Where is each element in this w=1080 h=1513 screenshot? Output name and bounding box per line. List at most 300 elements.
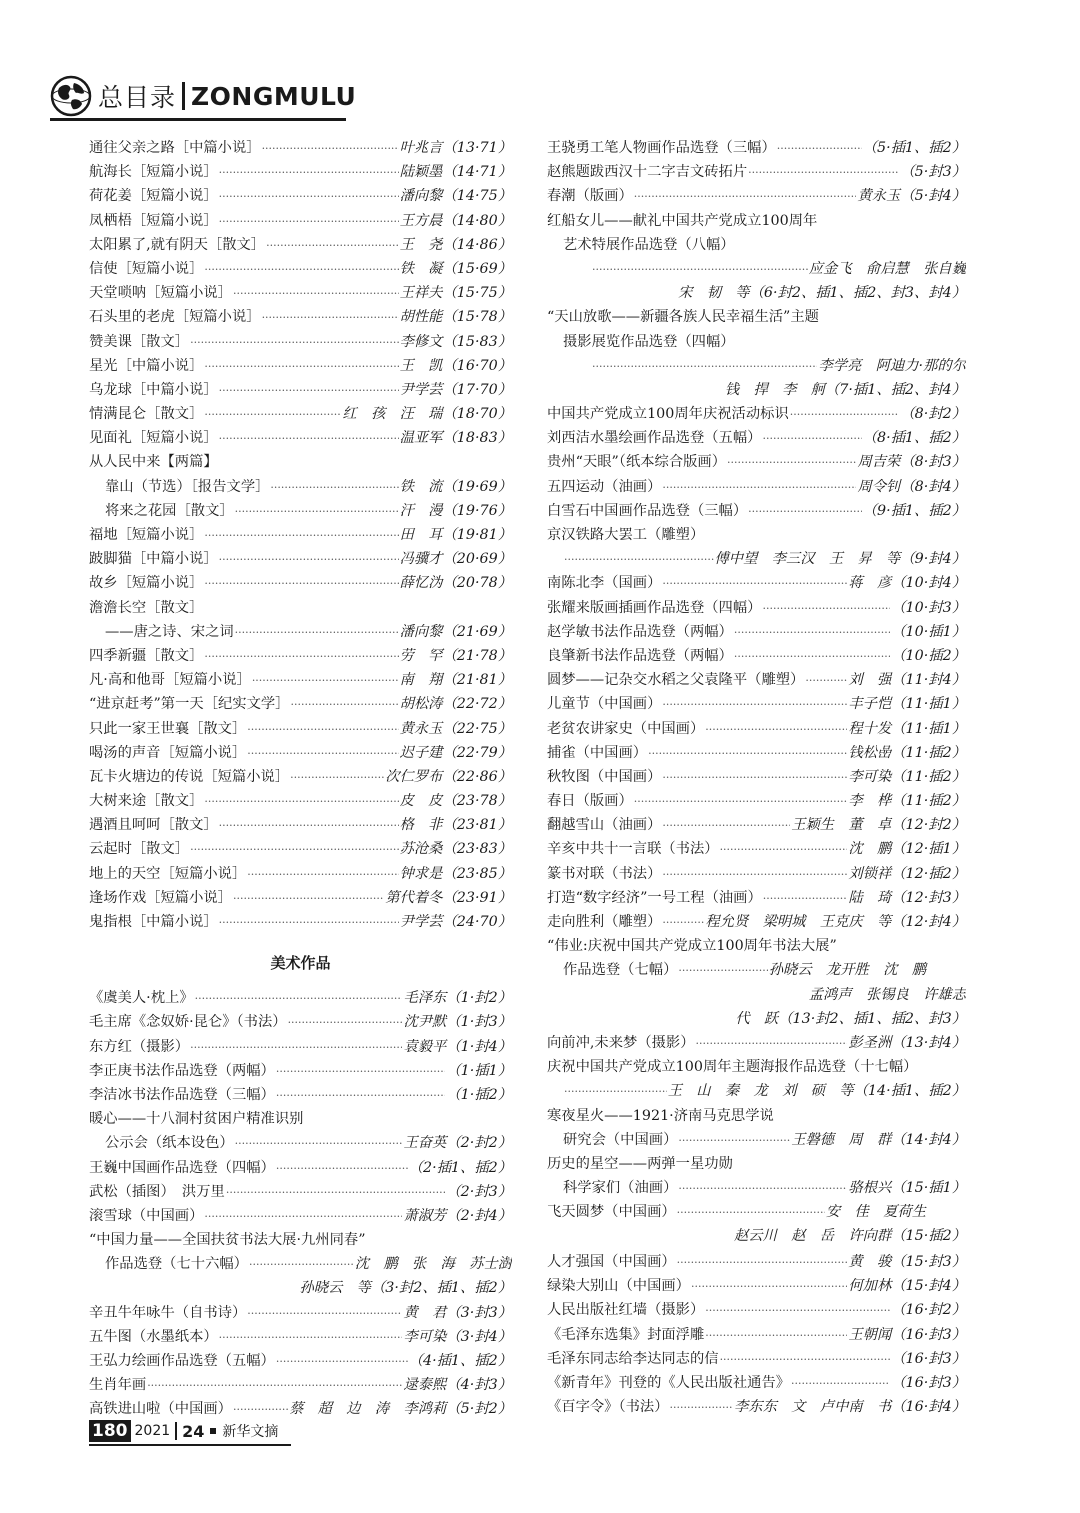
entry-title: 四季新疆［散文］	[89, 647, 204, 664]
dot-leader	[219, 548, 399, 571]
dot-leader	[276, 1157, 408, 1180]
entry-author: 红 孩 汪 瑞（18·70）	[342, 406, 512, 423]
toc-entry	[547, 596, 966, 620]
dot-leader	[691, 1275, 847, 1298]
entry-title: 天堂唢呐［短篇小说］	[89, 285, 232, 302]
dot-leader	[790, 403, 900, 426]
entry-title: 人民出版社红墙（摄影）	[547, 1302, 705, 1319]
entry-title: 遇酒且呵呵［散文］	[89, 817, 218, 834]
dot-leader	[777, 137, 862, 160]
toc-entry	[89, 354, 512, 378]
entry-author: 黄永玉（22·75）	[399, 720, 512, 737]
toc-entry	[547, 741, 966, 765]
dot-leader	[564, 1080, 667, 1103]
entry-author: 尹学芸（17·70）	[399, 381, 512, 398]
entry-author: 潘向黎（14·75）	[399, 188, 512, 205]
dot-leader	[219, 1326, 403, 1349]
toc-entry	[547, 1079, 966, 1103]
dot-leader	[252, 669, 399, 692]
entry-author: （5·插1、插2）	[862, 140, 966, 156]
toc-entry	[89, 475, 512, 499]
toc-entry	[547, 402, 966, 426]
entry-title: “进京赶考”第一天［纪实文学］	[89, 696, 290, 713]
entry-author: 沈 鹏（12·插1）	[848, 841, 966, 858]
toc-entry	[547, 692, 966, 716]
entry-title: 人才强国（中国画）	[547, 1254, 676, 1270]
dot-leader	[727, 451, 856, 474]
entry-title: 赞美课［散文］	[89, 333, 190, 350]
entry-author: 沈 鹏 张 海 苏士澍	[354, 1256, 512, 1273]
entry-title: 鬼指根［中篇小说］	[89, 914, 218, 930]
entry-title: 《新青年》刊登的《人民出版社通告》	[547, 1374, 791, 1391]
dot-leader	[592, 258, 808, 281]
toc-entry	[89, 1131, 512, 1155]
toc-entry	[547, 571, 966, 595]
footer-issue: 24	[182, 1421, 205, 1441]
entry-title: 云起时［散文］	[89, 841, 190, 858]
entry-author: 汗 漫（19·76）	[399, 502, 512, 519]
page-number: 180	[89, 1420, 131, 1442]
dot-leader	[276, 1084, 446, 1107]
entry-title: 辛丑牛年咏牛（自书诗）	[89, 1304, 247, 1321]
toc-entry	[547, 305, 966, 329]
entry-title: 京汉铁路大罢工（雕塑）	[547, 527, 705, 543]
toc-entry	[89, 402, 512, 426]
toc-entry	[547, 958, 966, 982]
entry-title: 毛主席《念奴娇·昆仑》（书法）	[89, 1014, 287, 1031]
entry-title: 福地［短篇小说］	[89, 527, 204, 543]
entry-author: 萧淑芳（2·封4）	[403, 1207, 512, 1224]
toc-entry	[89, 1083, 512, 1107]
entry-author: 潘向黎（21·69）	[399, 623, 512, 640]
toc-entry	[89, 233, 512, 257]
dot-leader	[678, 1129, 790, 1152]
entry-author: （1·插1）	[446, 1062, 512, 1079]
toc-entry	[547, 983, 966, 1007]
entry-author: 王祥夫（15·75）	[399, 285, 512, 302]
entry-title: 大树来途［散文］	[89, 793, 204, 810]
art-list-right	[547, 136, 966, 1249]
entry-author: （9·插1、插2）	[862, 502, 966, 519]
toc-entry: 宋 韧 等（6·封2、插1、插2、封3、封4）	[678, 285, 966, 302]
dot-leader	[734, 645, 890, 668]
entry-author: 李可染（11·插2）	[848, 768, 966, 785]
entry-author: 孙晓云 龙开胜 沈 鹏	[768, 962, 926, 979]
entry-author: 程十发（11·插1）	[848, 720, 966, 737]
dot-leader	[662, 863, 847, 886]
toc-entry	[547, 1176, 966, 1200]
entry-author: 陆颖墨（14·71）	[399, 164, 512, 181]
entry-title: 庆祝中国共产党成立100周年主题海报作品选登（十七幅）	[547, 1059, 918, 1076]
entry-author: （10·插1）	[891, 623, 966, 640]
entry-title: 摄影展览作品选登（四幅）	[563, 333, 735, 350]
dot-leader	[219, 814, 399, 837]
entry-author: （16·封2）	[891, 1302, 966, 1319]
dot-leader	[204, 1205, 402, 1228]
dot-leader	[204, 258, 398, 281]
toc-entry	[89, 1156, 512, 1180]
entry-title: 高铁进山啦（中国画）	[89, 1401, 232, 1418]
entry-author: 骆根兴（15·插1）	[848, 1180, 966, 1197]
toc-entry	[547, 837, 966, 861]
dot-leader	[204, 645, 398, 668]
entry-author: 袁毅平（1·封4）	[403, 1038, 512, 1055]
entry-title: 艺术特展作品选登（八幅）	[563, 236, 735, 253]
toc-entry	[89, 717, 512, 741]
toc-entry: 孙晓云 等（3·封2、插1、插2）	[299, 1280, 512, 1297]
toc-entry: 赵云川 赵 岳 许向群（15·插2）	[734, 1228, 966, 1245]
toc-entry	[89, 1252, 512, 1276]
dot-leader	[190, 838, 399, 861]
toc-entry	[547, 789, 966, 813]
dot-leader	[247, 863, 398, 886]
entry-title: 翻越雪山（油画）	[547, 817, 662, 834]
entry-author: 第代着冬（23·91）	[385, 889, 512, 906]
entry-author: 王颖生 董 卓（12·封2）	[791, 817, 966, 834]
entry-author: 王 山 秦 龙 刘 硕 等（14·插1、插2）	[667, 1083, 966, 1100]
dot-leader	[204, 524, 398, 547]
dot-leader	[805, 669, 847, 692]
entry-title: 五四运动（油画）	[547, 478, 662, 495]
footer-year: 2021	[134, 1423, 171, 1439]
dot-leader	[219, 185, 399, 208]
toc-entry	[89, 789, 512, 813]
toc-entry	[547, 426, 966, 450]
entry-title: 历史的星空——两弹一星功勋	[547, 1155, 733, 1172]
entry-title: 王巍中国画作品选登（四幅）	[89, 1159, 275, 1176]
toc-entry	[547, 668, 966, 692]
toc-entry	[547, 160, 966, 184]
dot-leader	[720, 838, 848, 861]
toc-entry	[547, 813, 966, 837]
entry-title: 逢场作戏［短篇小说］	[89, 889, 232, 906]
dot-leader	[233, 282, 399, 305]
entry-author: 李修文（15·83）	[399, 333, 512, 350]
dot-leader	[247, 1302, 402, 1325]
entry-author: 周吉荣（8·封3）	[857, 454, 966, 471]
entry-author: 尹学芸（24·70）	[399, 914, 512, 930]
entry-author: 丰子恺（11·插1）	[848, 696, 966, 713]
entry-title: 打造“数字经济”一号工程（油画）	[547, 889, 762, 906]
toc-entry	[547, 620, 966, 644]
entry-title: 春日（版画）	[547, 793, 633, 810]
toc-entry	[89, 523, 512, 547]
dot-leader	[705, 718, 847, 741]
dot-leader	[592, 355, 817, 378]
toc-entry	[89, 305, 512, 329]
section-title-art: 美术作品	[270, 954, 331, 973]
toc-entry	[89, 450, 512, 474]
toc-entry	[89, 813, 512, 837]
dot-leader	[195, 987, 403, 1010]
globe-icon	[50, 75, 92, 117]
dot-leader	[748, 500, 862, 523]
entry-author: 李 桦（11·插2）	[848, 793, 966, 810]
toc-entry	[547, 862, 966, 886]
entry-author: （16·封3）	[891, 1350, 966, 1367]
dot-leader	[204, 403, 341, 426]
dot-leader	[270, 476, 398, 499]
entry-author: 皮 皮（23·78）	[399, 793, 512, 810]
entry-title: 绿染大别山（中国画）	[547, 1278, 690, 1295]
left-column	[89, 136, 512, 1422]
entry-title: 《百字令》（书法）	[547, 1399, 669, 1416]
toc-entry	[547, 1371, 966, 1395]
toc-entry	[547, 499, 966, 523]
dot-leader	[262, 306, 399, 329]
entry-author: 王磐德 周 群（14·封4）	[791, 1131, 966, 1148]
toc-entry	[89, 426, 512, 450]
entry-title: 靠山（节选）［报告文学］	[105, 478, 270, 495]
entry-author: 毛泽东（1·封2）	[403, 990, 512, 1007]
entry-author: 孟鸿声 张锡良 许雄志	[808, 986, 966, 1003]
entry-title: 贵州“天眼”（纸本综合版画）	[547, 454, 727, 471]
dot-leader	[204, 355, 398, 378]
entry-title: 跛脚猫［中篇小说］	[89, 551, 218, 568]
dot-leader	[288, 1011, 403, 1034]
entry-title: 《毛泽东选集》封面浮雕	[547, 1326, 705, 1343]
toc-entry	[547, 1323, 966, 1347]
toc-entry	[89, 1373, 512, 1397]
entry-title: 通往父亲之路［中篇小说］	[89, 140, 261, 156]
entry-title: 赵学敏书法作品选登（两幅）	[547, 623, 733, 640]
entry-title: 毛泽东同志给李达同志的信	[547, 1350, 719, 1367]
entry-author: 李东东 文 卢中南 书（16·封4）	[734, 1399, 966, 1416]
toc-entry	[89, 330, 512, 354]
entry-author: 王朝闻（16·封3）	[848, 1326, 966, 1343]
dot-leader	[662, 693, 847, 716]
dot-leader	[662, 911, 704, 934]
dot-leader	[634, 185, 857, 208]
toc-entry	[547, 1031, 966, 1055]
entry-title: 太阳累了,就有阴天［散文］	[89, 236, 266, 253]
toc-entry	[89, 668, 512, 692]
entry-author: 黄 君（3·封3）	[403, 1304, 512, 1321]
entry-author: 王方晨（14·80）	[399, 212, 512, 229]
entry-title: 荷花姜［短篇小说］	[89, 188, 218, 205]
entry-title: 走向胜利（雕塑）	[547, 914, 662, 930]
entry-author: 钱松嵒（11·插2）	[848, 744, 966, 761]
entry-title: 白雪石中国画作品选登（三幅）	[547, 502, 748, 519]
entry-author: 黄 骏（15·封3）	[848, 1254, 966, 1270]
entry-author: 王 凯（16·70）	[399, 357, 512, 374]
toc-entry	[89, 596, 512, 620]
toc-entry	[89, 886, 512, 910]
toc-entry	[89, 499, 512, 523]
entry-title: 李洁冰书法作品选登（三幅）	[89, 1086, 275, 1103]
dot-leader	[662, 814, 790, 837]
entry-title: 作品选登（七十六幅）	[105, 1256, 248, 1273]
entry-title: 赵熊题跋西汉十二字吉文砖拓片	[547, 164, 748, 181]
dot-leader	[762, 427, 861, 450]
entry-author: 南 翔（21·81）	[399, 672, 512, 689]
entry-title: 故乡［短篇小说］	[89, 575, 204, 592]
entry-title: 张耀来版画插画作品选登（四幅）	[547, 599, 762, 616]
right-column-bottom	[547, 1250, 966, 1419]
toc-entry	[89, 862, 512, 886]
entry-title: 航海长［短篇小说］	[89, 164, 218, 181]
toc-entry	[547, 1395, 966, 1419]
entry-title: 老贫农讲家史（中国画）	[547, 720, 705, 737]
footer-square	[210, 1428, 216, 1434]
entry-title: “天山放歌——新疆各族人民幸福生活”主题	[547, 309, 819, 326]
entry-author: 铁 流（19·69）	[399, 478, 512, 495]
dot-leader	[748, 161, 899, 184]
toc-entry	[89, 160, 512, 184]
toc-entry	[89, 1107, 512, 1131]
page-header	[50, 72, 356, 120]
entry-author: （1·插2）	[446, 1086, 512, 1103]
entry-title: 地上的天空［短篇小说］	[89, 865, 247, 882]
entry-author: 钟求是（23·85）	[399, 865, 512, 882]
entry-title: 五牛图（水墨纸本）	[89, 1328, 218, 1345]
toc-entry	[89, 257, 512, 281]
entry-title: 澹澹长空［散文］	[89, 599, 204, 616]
entry-title: 将来之花园［散文］	[105, 502, 234, 519]
entry-title: 暖心——十八洞村贫困户精准识别	[89, 1111, 304, 1128]
entry-author: 温亚军（18·83）	[399, 430, 512, 447]
dot-leader	[233, 887, 384, 910]
entry-author: 彭圣洲（13·封4）	[848, 1034, 966, 1051]
entry-author: 冯骥才（20·69）	[399, 551, 512, 568]
toc-entry	[89, 741, 512, 765]
dot-leader	[705, 1299, 890, 1322]
entry-title: 秋牧图（中国画）	[547, 768, 662, 785]
entry-author: 苏沧桑（23·83）	[399, 841, 512, 858]
entry-author: 陆 琦（12·封3）	[848, 889, 966, 906]
toc-entry	[547, 547, 966, 571]
toc-entry	[547, 1055, 966, 1079]
entry-title: 见面礼［短篇小说］	[89, 430, 218, 447]
entry-title: 凤栖梧［短篇小说］	[89, 212, 218, 229]
entry-title: 东方红（摄影）	[89, 1038, 190, 1055]
entry-author: （4·插1、插2）	[408, 1353, 512, 1369]
entry-author: 沈尹默（1·封3）	[403, 1014, 512, 1031]
toc-entry	[547, 257, 966, 281]
entry-author: 李学亮 阿迪力·那的尔	[818, 357, 966, 374]
entry-author: 蔡 超 边 涛 李鸿莉（5·封2）	[289, 1401, 512, 1418]
header-rule	[50, 118, 346, 121]
toc-entry	[547, 717, 966, 741]
toc-entry	[547, 209, 966, 233]
toc-entry	[547, 354, 966, 378]
dot-leader	[678, 959, 767, 982]
page-footer	[89, 1418, 278, 1444]
dot-leader	[247, 718, 398, 741]
entry-title: 作品选登（七幅）	[563, 962, 678, 979]
dot-leader	[762, 597, 890, 620]
toc-entry	[547, 475, 966, 499]
dot-leader	[670, 1396, 733, 1419]
dot-leader	[276, 1060, 446, 1083]
toc-entry	[89, 986, 512, 1010]
toc-entry	[547, 765, 966, 789]
dot-leader	[734, 621, 890, 644]
header-title-cn: 总目录	[98, 83, 177, 112]
toc-entry	[89, 620, 512, 644]
toc-entry	[547, 1298, 966, 1322]
entry-title: 科学家们（油画）	[563, 1180, 678, 1197]
toc-entry	[547, 1274, 966, 1298]
toc-entry	[547, 886, 966, 910]
toc-entry	[89, 378, 512, 402]
toc-entry: 钱 捍 李 舸（7·插1、插2、封4）	[724, 381, 966, 398]
entry-title: “伟业:庆祝中国共产党成立100周年书法大展”	[547, 938, 837, 955]
entry-author: 周令钊（8·封4）	[857, 478, 966, 495]
toc-entry	[547, 1152, 966, 1176]
entry-title: 南陈北李（国画）	[547, 575, 662, 592]
entry-title: 星光［中篇小说］	[89, 357, 204, 374]
toc-entry	[89, 910, 512, 934]
entry-title: 良肇新书法作品选登（两幅）	[547, 647, 733, 664]
footer-divider	[175, 1422, 177, 1440]
toc-entry	[89, 281, 512, 305]
dot-leader	[791, 1372, 890, 1395]
entry-title: 喝汤的声音［短篇小说］	[89, 744, 247, 761]
entry-title: 公示会（纸本设色）	[105, 1135, 234, 1152]
entry-author: 迟子建（22·79）	[399, 744, 512, 761]
toc-entry	[547, 1128, 966, 1152]
toc-entry	[89, 1059, 512, 1083]
entry-title: 辛亥中共十一言联（书法）	[547, 841, 719, 858]
dot-leader	[678, 1177, 847, 1200]
dot-leader	[219, 161, 399, 184]
toc-entry	[547, 233, 966, 257]
toc-entry	[547, 1104, 966, 1128]
dot-leader	[648, 742, 847, 765]
entry-author: 胡性能（15·78）	[399, 309, 512, 326]
entry-author: （16·封3）	[891, 1374, 966, 1391]
dot-leader	[190, 1036, 402, 1059]
toc-entry	[547, 330, 966, 354]
entry-author: 劳 罕（21·78）	[399, 647, 512, 664]
toc-entry	[89, 644, 512, 668]
entry-author: 应金飞 俞启慧 张自巍	[808, 260, 966, 277]
toc-entry: 代 跃（13·封2、插1、插2、封3）	[735, 1010, 966, 1027]
entry-title: 乌龙球［中篇小说］	[89, 381, 218, 398]
toc-entry	[89, 1010, 512, 1034]
entry-author: 安 佳 夏荷生	[825, 1204, 926, 1221]
dot-leader	[204, 572, 398, 595]
entry-author: 王奋英（2·封2）	[403, 1135, 512, 1152]
entry-author: （10·插2）	[891, 647, 966, 664]
entry-author: 格 非（23·81）	[399, 817, 512, 834]
entry-author: 田 耳（19·81）	[399, 527, 512, 543]
dot-leader	[249, 1253, 354, 1276]
art-list-right-bottom	[547, 1250, 966, 1419]
toc-entry	[547, 1347, 966, 1371]
toc-entry	[89, 1228, 512, 1252]
toc-entry	[89, 765, 512, 789]
entry-title: 从人民中来【两篇】	[89, 454, 218, 471]
entry-title: 寒夜星火——1921·济南马克思学说	[547, 1107, 774, 1124]
entry-title: 飞天圆梦（中国画）	[547, 1204, 676, 1221]
entry-author: 何加林（15·封4）	[848, 1278, 966, 1295]
footer-rule	[89, 1444, 291, 1446]
footer-magazine: 新华文摘	[222, 1424, 279, 1440]
entry-author: 程允贤 梁明城 王克庆 等（12·封4）	[705, 914, 966, 930]
entry-title: 武松（插图） 洪万里	[89, 1183, 225, 1200]
toc-entry	[547, 523, 966, 547]
toc-entry	[547, 910, 966, 934]
toc-entry	[89, 209, 512, 233]
entry-title: 信使［短篇小说］	[89, 260, 204, 277]
dot-leader	[204, 790, 398, 813]
entry-author: （8·封2）	[900, 406, 966, 423]
dot-leader	[662, 766, 847, 789]
dot-leader	[763, 887, 848, 910]
dot-leader	[235, 621, 399, 644]
